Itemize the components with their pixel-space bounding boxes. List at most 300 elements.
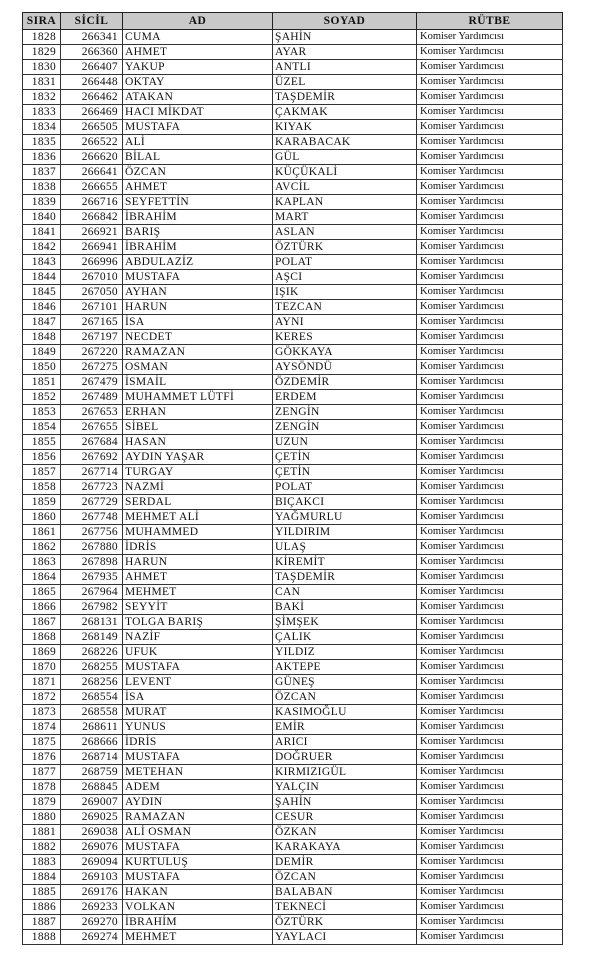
sira-cell: 1834	[23, 120, 61, 135]
table-row	[23, 300, 563, 315]
sira-cell: 1852	[23, 390, 61, 405]
sicil-cell: 268558	[61, 705, 123, 720]
ad-cell: MUHAMMET LÜTFİ	[123, 390, 273, 405]
sira-cell: 1864	[23, 570, 61, 585]
soyad-cell: ÇETİN	[273, 450, 417, 465]
soyad-cell: YILDIRIM	[273, 525, 417, 540]
sicil-cell: 268666	[61, 735, 123, 750]
table-row	[23, 540, 563, 555]
table-row	[23, 660, 563, 675]
ad-cell: NAZİF	[123, 630, 273, 645]
ad-cell: HARUN	[123, 300, 273, 315]
sicil-cell: 267010	[61, 270, 123, 285]
table-row	[23, 195, 563, 210]
soyad-cell: ZENGİN	[273, 405, 417, 420]
ad-cell: AYHAN	[123, 285, 273, 300]
sicil-cell: 269076	[61, 840, 123, 855]
sicil-cell: 268759	[61, 765, 123, 780]
sira-cell: 1885	[23, 885, 61, 900]
sira-cell: 1843	[23, 255, 61, 270]
sira-cell: 1833	[23, 105, 61, 120]
rutbe-cell: Komiser Yardımcısı	[417, 885, 563, 900]
soyad-cell: ANTLI	[273, 60, 417, 75]
table-row	[23, 105, 563, 120]
soyad-cell: TEZCAN	[273, 300, 417, 315]
table-row	[23, 600, 563, 615]
rutbe-cell: Komiser Yardımcısı	[417, 675, 563, 690]
table-header	[23, 13, 563, 30]
sira-cell: 1860	[23, 510, 61, 525]
table-row	[23, 885, 563, 900]
sicil-cell: 266921	[61, 225, 123, 240]
soyad-cell: AVCİL	[273, 180, 417, 195]
sicil-cell: 266996	[61, 255, 123, 270]
header-sira: SIRA	[23, 13, 61, 30]
header-ad: AD	[123, 13, 273, 30]
sicil-cell: 267714	[61, 465, 123, 480]
ad-cell: OKTAY	[123, 75, 273, 90]
rutbe-cell: Komiser Yardımcısı	[417, 840, 563, 855]
soyad-cell: ÖZDEMİR	[273, 375, 417, 390]
ad-cell: RAMAZAN	[123, 810, 273, 825]
sicil-cell: 266716	[61, 195, 123, 210]
sira-cell: 1872	[23, 690, 61, 705]
sira-cell: 1839	[23, 195, 61, 210]
ad-cell: ABDULAZİZ	[123, 255, 273, 270]
soyad-cell: KARABACAK	[273, 135, 417, 150]
sira-cell: 1873	[23, 705, 61, 720]
table-row	[23, 705, 563, 720]
soyad-cell: AYNI	[273, 315, 417, 330]
rutbe-cell: Komiser Yardımcısı	[417, 240, 563, 255]
ad-cell: NAZMİ	[123, 480, 273, 495]
sicil-cell: 267684	[61, 435, 123, 450]
sira-cell: 1865	[23, 585, 61, 600]
table-row	[23, 375, 563, 390]
soyad-cell: KIRMIZIGÜL	[273, 765, 417, 780]
table-row	[23, 465, 563, 480]
sira-cell: 1874	[23, 720, 61, 735]
sicil-cell: 267756	[61, 525, 123, 540]
sira-cell: 1830	[23, 60, 61, 75]
table-row	[23, 30, 563, 45]
sicil-cell: 268131	[61, 615, 123, 630]
sicil-cell: 266462	[61, 90, 123, 105]
rutbe-cell: Komiser Yardımcısı	[417, 810, 563, 825]
rutbe-cell: Komiser Yardımcısı	[417, 180, 563, 195]
table-row	[23, 510, 563, 525]
sira-cell: 1880	[23, 810, 61, 825]
sira-cell: 1837	[23, 165, 61, 180]
soyad-cell: YAYLACI	[273, 930, 417, 945]
soyad-cell: POLAT	[273, 255, 417, 270]
table-row	[23, 525, 563, 540]
ad-cell: KURTULUŞ	[123, 855, 273, 870]
ad-cell: İDRİS	[123, 540, 273, 555]
soyad-cell: DEMİR	[273, 855, 417, 870]
ad-cell: MUSTAFA	[123, 840, 273, 855]
table-row	[23, 75, 563, 90]
table-row	[23, 225, 563, 240]
ad-cell: SEYFETTİN	[123, 195, 273, 210]
sicil-cell: 266341	[61, 30, 123, 45]
rutbe-cell: Komiser Yardımcısı	[417, 825, 563, 840]
sicil-cell: 266655	[61, 180, 123, 195]
rutbe-cell: Komiser Yardımcısı	[417, 495, 563, 510]
rutbe-cell: Komiser Yardımcısı	[417, 210, 563, 225]
sira-cell: 1863	[23, 555, 61, 570]
ad-cell: ALİ OSMAN	[123, 825, 273, 840]
soyad-cell: BIÇAKCI	[273, 495, 417, 510]
soyad-cell: ULAŞ	[273, 540, 417, 555]
rutbe-cell: Komiser Yardımcısı	[417, 300, 563, 315]
sira-cell: 1888	[23, 930, 61, 945]
rutbe-cell: Komiser Yardımcısı	[417, 465, 563, 480]
ad-cell: MEHMET ALİ	[123, 510, 273, 525]
table-row	[23, 825, 563, 840]
sira-cell: 1845	[23, 285, 61, 300]
ad-cell: YUNUS	[123, 720, 273, 735]
sicil-cell: 268554	[61, 690, 123, 705]
table-row	[23, 555, 563, 570]
header-soyad: SOYAD	[273, 13, 417, 30]
sira-cell: 1879	[23, 795, 61, 810]
soyad-cell: AYAR	[273, 45, 417, 60]
sicil-cell: 267898	[61, 555, 123, 570]
ad-cell: METEHAN	[123, 765, 273, 780]
table-row	[23, 630, 563, 645]
rutbe-cell: Komiser Yardımcısı	[417, 750, 563, 765]
ad-cell: AYDIN YAŞAR	[123, 450, 273, 465]
sira-cell: 1861	[23, 525, 61, 540]
table-row	[23, 240, 563, 255]
soyad-cell: DOĞRUER	[273, 750, 417, 765]
ad-cell: RAMAZAN	[123, 345, 273, 360]
sicil-cell: 267653	[61, 405, 123, 420]
rutbe-cell: Komiser Yardımcısı	[417, 225, 563, 240]
rutbe-cell: Komiser Yardımcısı	[417, 930, 563, 945]
sicil-cell: 268149	[61, 630, 123, 645]
soyad-cell: POLAT	[273, 480, 417, 495]
sira-cell: 1850	[23, 360, 61, 375]
rutbe-cell: Komiser Yardımcısı	[417, 450, 563, 465]
table-row	[23, 675, 563, 690]
soyad-cell: ÇETİN	[273, 465, 417, 480]
sira-cell: 1829	[23, 45, 61, 60]
ad-cell: AYDIN	[123, 795, 273, 810]
sira-cell: 1842	[23, 240, 61, 255]
sicil-cell: 266641	[61, 165, 123, 180]
sicil-cell: 268845	[61, 780, 123, 795]
soyad-cell: EMİR	[273, 720, 417, 735]
sira-cell: 1877	[23, 765, 61, 780]
table-row	[23, 420, 563, 435]
table-row	[23, 720, 563, 735]
header-sicil: SİCİL	[61, 13, 123, 30]
ad-cell: MUSTAFA	[123, 270, 273, 285]
ad-cell: MEHMET	[123, 585, 273, 600]
rutbe-cell: Komiser Yardımcısı	[417, 630, 563, 645]
table-row	[23, 165, 563, 180]
header-row	[23, 13, 563, 30]
rutbe-cell: Komiser Yardımcısı	[417, 915, 563, 930]
table-row	[23, 285, 563, 300]
sicil-cell: 267982	[61, 600, 123, 615]
ad-cell: BARIŞ	[123, 225, 273, 240]
table-row	[23, 180, 563, 195]
table-row	[23, 45, 563, 60]
table-row	[23, 795, 563, 810]
sicil-cell: 266448	[61, 75, 123, 90]
ad-cell: HACI MİKDAT	[123, 105, 273, 120]
rutbe-cell: Komiser Yardımcısı	[417, 780, 563, 795]
ad-cell: AHMET	[123, 45, 273, 60]
sicil-cell: 267050	[61, 285, 123, 300]
sira-cell: 1867	[23, 615, 61, 630]
sicil-cell: 267101	[61, 300, 123, 315]
soyad-cell: ÖZTÜRK	[273, 240, 417, 255]
rutbe-cell: Komiser Yardımcısı	[417, 195, 563, 210]
sira-cell: 1878	[23, 780, 61, 795]
sira-cell: 1862	[23, 540, 61, 555]
sira-cell: 1846	[23, 300, 61, 315]
ad-cell: MURAT	[123, 705, 273, 720]
rutbe-cell: Komiser Yardımcısı	[417, 600, 563, 615]
table-row	[23, 870, 563, 885]
sira-cell: 1858	[23, 480, 61, 495]
table-row	[23, 495, 563, 510]
soyad-cell: AŞCI	[273, 270, 417, 285]
soyad-cell: GÖKKAYA	[273, 345, 417, 360]
rutbe-cell: Komiser Yardımcısı	[417, 855, 563, 870]
rutbe-cell: Komiser Yardımcısı	[417, 405, 563, 420]
soyad-cell: TAŞDEMİR	[273, 570, 417, 585]
table-row	[23, 60, 563, 75]
ad-cell: ADEM	[123, 780, 273, 795]
ad-cell: VOLKAN	[123, 900, 273, 915]
ad-cell: HARUN	[123, 555, 273, 570]
sicil-cell: 267479	[61, 375, 123, 390]
sicil-cell: 266505	[61, 120, 123, 135]
sira-cell: 1882	[23, 840, 61, 855]
sira-cell: 1831	[23, 75, 61, 90]
soyad-cell: IŞIK	[273, 285, 417, 300]
table-row	[23, 150, 563, 165]
soyad-cell: ÇAKMAK	[273, 105, 417, 120]
soyad-cell: ZENGİN	[273, 420, 417, 435]
sira-cell: 1876	[23, 750, 61, 765]
soyad-cell: ÖZTÜRK	[273, 915, 417, 930]
sira-cell: 1875	[23, 735, 61, 750]
ad-cell: HASAN	[123, 435, 273, 450]
rutbe-cell: Komiser Yardımcısı	[417, 135, 563, 150]
sira-cell: 1832	[23, 90, 61, 105]
soyad-cell: ŞİMŞEK	[273, 615, 417, 630]
sicil-cell: 267692	[61, 450, 123, 465]
sicil-cell: 266469	[61, 105, 123, 120]
rutbe-cell: Komiser Yardımcısı	[417, 60, 563, 75]
sicil-cell: 267723	[61, 480, 123, 495]
table-row	[23, 315, 563, 330]
sicil-cell: 267655	[61, 420, 123, 435]
table-row	[23, 345, 563, 360]
table-row	[23, 405, 563, 420]
soyad-cell: AYSÖNDÜ	[273, 360, 417, 375]
ad-cell: ALİ	[123, 135, 273, 150]
rutbe-cell: Komiser Yardımcısı	[417, 765, 563, 780]
rutbe-cell: Komiser Yardımcısı	[417, 555, 563, 570]
sicil-cell: 267748	[61, 510, 123, 525]
sira-cell: 1840	[23, 210, 61, 225]
rutbe-cell: Komiser Yardımcısı	[417, 315, 563, 330]
rutbe-cell: Komiser Yardımcısı	[417, 90, 563, 105]
ad-cell: NECDET	[123, 330, 273, 345]
sicil-cell: 268714	[61, 750, 123, 765]
soyad-cell: KASIMOĞLU	[273, 705, 417, 720]
ad-cell: SİBEL	[123, 420, 273, 435]
sicil-cell: 268255	[61, 660, 123, 675]
sicil-cell: 266941	[61, 240, 123, 255]
sira-cell: 1849	[23, 345, 61, 360]
personnel-list-sheet	[22, 12, 562, 945]
soyad-cell: BALABAN	[273, 885, 417, 900]
soyad-cell: ÇALIK	[273, 630, 417, 645]
table-row	[23, 585, 563, 600]
ad-cell: TOLGA BARIŞ	[123, 615, 273, 630]
soyad-cell: KAPLAN	[273, 195, 417, 210]
sicil-cell: 267729	[61, 495, 123, 510]
sira-cell: 1870	[23, 660, 61, 675]
rutbe-cell: Komiser Yardımcısı	[417, 510, 563, 525]
ad-cell: ERHAN	[123, 405, 273, 420]
rutbe-cell: Komiser Yardımcısı	[417, 870, 563, 885]
ad-cell: TURGAY	[123, 465, 273, 480]
sicil-cell: 267935	[61, 570, 123, 585]
ad-cell: MUSTAFA	[123, 750, 273, 765]
sicil-cell: 266407	[61, 60, 123, 75]
rutbe-cell: Komiser Yardımcısı	[417, 435, 563, 450]
ad-cell: CUMA	[123, 30, 273, 45]
rutbe-cell: Komiser Yardımcısı	[417, 585, 563, 600]
sicil-cell: 267880	[61, 540, 123, 555]
rutbe-cell: Komiser Yardımcısı	[417, 105, 563, 120]
rutbe-cell: Komiser Yardımcısı	[417, 165, 563, 180]
soyad-cell: AKTEPE	[273, 660, 417, 675]
ad-cell: İDRİS	[123, 735, 273, 750]
soyad-cell: YAĞMURLU	[273, 510, 417, 525]
rutbe-cell: Komiser Yardımcısı	[417, 795, 563, 810]
soyad-cell: CESUR	[273, 810, 417, 825]
sicil-cell: 266842	[61, 210, 123, 225]
sira-cell: 1853	[23, 405, 61, 420]
sicil-cell: 269007	[61, 795, 123, 810]
table-row	[23, 210, 563, 225]
soyad-cell: ARICI	[273, 735, 417, 750]
soyad-cell: KARAKAYA	[273, 840, 417, 855]
rutbe-cell: Komiser Yardımcısı	[417, 285, 563, 300]
ad-cell: İBRAHİM	[123, 210, 273, 225]
sira-cell: 1851	[23, 375, 61, 390]
ad-cell: MEHMET	[123, 930, 273, 945]
sicil-cell: 266620	[61, 150, 123, 165]
rutbe-cell: Komiser Yardımcısı	[417, 660, 563, 675]
soyad-cell: YALÇIN	[273, 780, 417, 795]
table-row	[23, 390, 563, 405]
sira-cell: 1871	[23, 675, 61, 690]
rutbe-cell: Komiser Yardımcısı	[417, 900, 563, 915]
rutbe-cell: Komiser Yardımcısı	[417, 525, 563, 540]
soyad-cell: ÖZCAN	[273, 870, 417, 885]
rutbe-cell: Komiser Yardımcısı	[417, 720, 563, 735]
sira-cell: 1844	[23, 270, 61, 285]
table-row	[23, 645, 563, 660]
ad-cell: AHMET	[123, 570, 273, 585]
sicil-cell: 269094	[61, 855, 123, 870]
table-body	[23, 30, 563, 945]
ad-cell: İBRAHİM	[123, 915, 273, 930]
ad-cell: YAKUP	[123, 60, 273, 75]
sicil-cell: 266360	[61, 45, 123, 60]
table-row	[23, 360, 563, 375]
table-row	[23, 915, 563, 930]
sicil-cell: 267964	[61, 585, 123, 600]
sira-cell: 1828	[23, 30, 61, 45]
table-row	[23, 135, 563, 150]
sira-cell: 1859	[23, 495, 61, 510]
table-row	[23, 750, 563, 765]
ad-cell: MUHAMMED	[123, 525, 273, 540]
ad-cell: MUSTAFA	[123, 660, 273, 675]
table-row	[23, 900, 563, 915]
soyad-cell: KIYAK	[273, 120, 417, 135]
sicil-cell: 267220	[61, 345, 123, 360]
ad-cell: SERDAL	[123, 495, 273, 510]
sira-cell: 1884	[23, 870, 61, 885]
soyad-cell: KİREMİT	[273, 555, 417, 570]
soyad-cell: CAN	[273, 585, 417, 600]
sira-cell: 1854	[23, 420, 61, 435]
table-row	[23, 450, 563, 465]
soyad-cell: YILDIZ	[273, 645, 417, 660]
sira-cell: 1847	[23, 315, 61, 330]
table-row	[23, 690, 563, 705]
ad-cell: İSA	[123, 315, 273, 330]
sira-cell: 1856	[23, 450, 61, 465]
ad-cell: İSMAİL	[123, 375, 273, 390]
table-row	[23, 930, 563, 945]
soyad-cell: ÖZKAN	[273, 825, 417, 840]
ad-cell: MUSTAFA	[123, 870, 273, 885]
ad-cell: İBRAHİM	[123, 240, 273, 255]
sira-cell: 1848	[23, 330, 61, 345]
table-row	[23, 855, 563, 870]
sira-cell: 1835	[23, 135, 61, 150]
table-row	[23, 570, 563, 585]
sicil-cell: 269038	[61, 825, 123, 840]
soyad-cell: ERDEM	[273, 390, 417, 405]
sira-cell: 1868	[23, 630, 61, 645]
sira-cell: 1886	[23, 900, 61, 915]
sicil-cell: 268611	[61, 720, 123, 735]
rutbe-cell: Komiser Yardımcısı	[417, 45, 563, 60]
sira-cell: 1838	[23, 180, 61, 195]
table-row	[23, 480, 563, 495]
rutbe-cell: Komiser Yardımcısı	[417, 480, 563, 495]
sira-cell: 1855	[23, 435, 61, 450]
ad-cell: LEVENT	[123, 675, 273, 690]
soyad-cell: ŞAHİN	[273, 30, 417, 45]
rutbe-cell: Komiser Yardımcısı	[417, 345, 563, 360]
